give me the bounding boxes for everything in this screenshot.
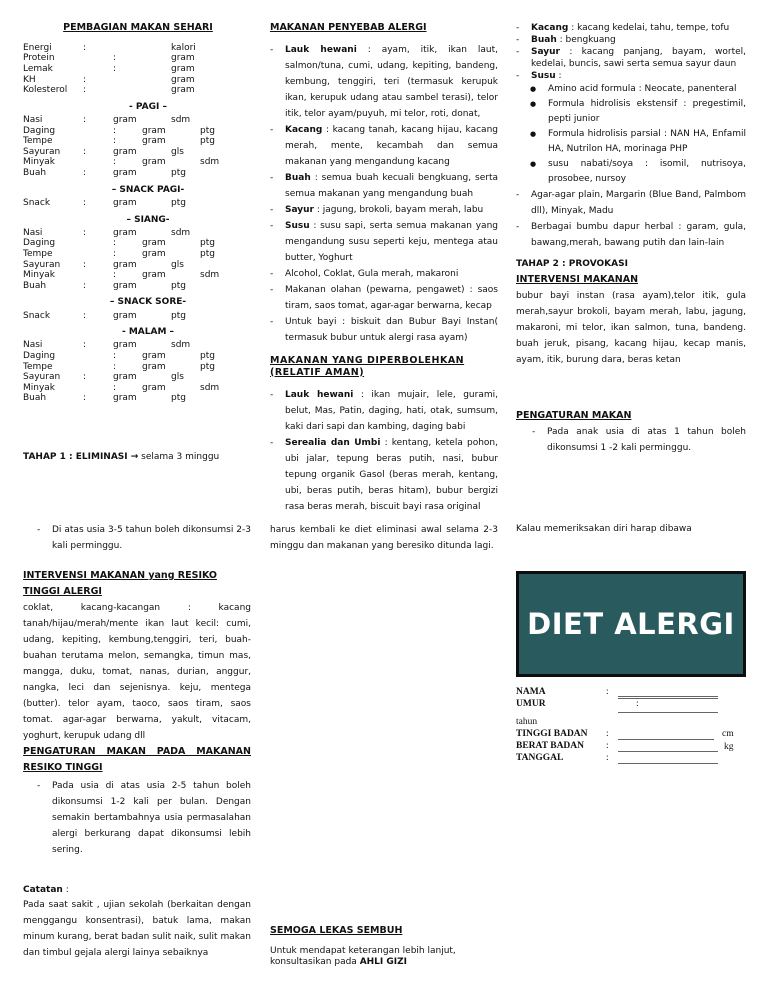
summary-unit: gram [171, 64, 195, 75]
list-item [270, 435, 498, 515]
summary-unit: gram [171, 85, 195, 96]
meal-colon: : [113, 270, 117, 281]
tahap2-title: TAHAP 2 : PROVOKASI [516, 259, 628, 269]
catatan-block [23, 885, 251, 961]
meal-row [23, 281, 253, 292]
list-item-text: Makanan olahan (pewarna, pengawet) : saos tiram, saos tomat, agar-agar berwarna, kecap [285, 284, 498, 311]
meal-colon: : [83, 393, 87, 404]
meal-unit: gls [171, 259, 184, 270]
susu-item: ● Formula hidrolisis ekstensif : pregestimil, pepti junior [530, 97, 746, 127]
page2-col2-text: harus kembali ke diet eliminasi awal selama 2-3 minggu dan makanan yang beresiko ditunda lagi. [270, 525, 498, 551]
meal-colon: : [113, 125, 117, 136]
meal-item-label: Sayuran [23, 259, 61, 270]
meal-amount: gram [113, 372, 137, 383]
list-item-text: : kacang kedelai, tahu, tempe, tofu [571, 23, 730, 33]
form-colon: : [606, 729, 609, 739]
section-title-pembagian: PEMBAGIAN MAKAN SEHARI [63, 22, 213, 33]
susu-item: ● Formula hidrolisis parsial : NAN HA, Enfamil HA, Nutrilon HA, morinaga PHP [530, 127, 746, 157]
meal-unit: sdm [200, 382, 220, 393]
meal-colon: : [83, 340, 87, 351]
summary-table [23, 43, 253, 96]
form-label-umur: UMUR [516, 699, 546, 709]
form-colon: : [606, 687, 609, 697]
meal-item-label: Tempe [23, 361, 53, 372]
list-item [516, 46, 746, 70]
form-label-berat: BERAT BADAN [516, 741, 585, 751]
tanggal-field-line[interactable] [618, 763, 718, 764]
meal-unit: sdm [171, 340, 191, 351]
column-1 [23, 22, 253, 404]
meal-colon: : [83, 146, 87, 157]
form-label-tinggi: TINGGI BADAN [516, 729, 588, 739]
meal-plan [23, 102, 253, 404]
meal-amount: gram [113, 340, 137, 351]
meal-row [23, 351, 253, 362]
section-title-penyebab: MAKANAN PENYEBAB ALERGI [270, 22, 427, 33]
list-item-term: Buah [531, 35, 557, 45]
summary-row [23, 53, 253, 64]
meal-unit: ptg [171, 393, 186, 404]
meal-item-label: Snack [23, 197, 51, 208]
meal-unit: ptg [171, 280, 186, 291]
meal-row [23, 115, 253, 126]
meal-item-label: Sayuran [23, 146, 61, 157]
meal-item-label: Daging [23, 351, 56, 361]
catatan-title: Catatan [23, 885, 63, 895]
meal-unit: sdm [171, 115, 191, 126]
konsultasi-line-1: Untuk mendapat keterangan lebih lanjut, [270, 945, 456, 956]
list-item-term: Serealia dan Umbi [285, 437, 381, 448]
tahap1-title: TAHAP 1 : ELIMINASI → [23, 452, 139, 462]
meal-item-label: Minyak [23, 382, 56, 393]
meal-row [23, 136, 253, 147]
meal-row [23, 383, 253, 394]
meal-item-label: Snack [23, 310, 51, 321]
meal-title: - PAGI – [129, 101, 167, 112]
konsultasi-text: konsultasikan pada [270, 957, 360, 968]
usia-list [23, 522, 251, 554]
meal-colon: : [83, 310, 87, 321]
meal-colon: : [83, 372, 87, 383]
summary-colon: : [83, 74, 87, 85]
meal-unit: ptg [200, 125, 215, 136]
list-item [516, 34, 746, 46]
meal-amount: gram [142, 125, 166, 136]
column-3 [516, 22, 746, 368]
list-item-term: Kacang [531, 23, 569, 33]
summary-unit: gram [171, 53, 195, 64]
catatan-colon: : [62, 885, 69, 895]
list-item [516, 70, 746, 82]
form-row-tanggal [516, 753, 746, 765]
meal-unit: ptg [200, 238, 215, 249]
meal-item-label: Nasi [23, 340, 43, 351]
meal-colon: : [113, 157, 117, 168]
list-item: - Pada usia di atas usia 2-5 tahun boleh dikonsumsi 1-2 kali per bulan. Dengan semakin bertambahnya usia permasalahan alergi berkurang dapat dikonsumsi lebih sering. [37, 778, 251, 858]
meal-title: – SNACK SORE- [109, 297, 187, 308]
summary-value [113, 75, 171, 86]
meal-amount: gram [113, 393, 137, 404]
list-item-term: Sayur [285, 204, 314, 215]
pengaturan-block [516, 410, 746, 456]
summary-row [23, 75, 253, 86]
meal-row [23, 372, 253, 383]
meal-unit: ptg [200, 136, 215, 147]
list-item-term: Susu [531, 71, 556, 81]
meal-item-label: Daging [23, 238, 56, 249]
meal-unit: sdm [200, 157, 220, 168]
section-title-pengaturan-resiko: PENGATURAN MAKAN PADA MAKANAN RESIKO TINGGI [23, 746, 251, 773]
meal-unit: gls [171, 372, 184, 383]
meal-item-label: Nasi [23, 227, 43, 238]
meal-amount: gram [113, 168, 137, 179]
meal-item-label: Daging [23, 125, 56, 136]
meal-colon: : [113, 248, 117, 259]
tahap1-duration: selama 3 minggu [138, 452, 220, 462]
closing-block [270, 925, 498, 968]
meal-row [23, 228, 253, 239]
list-item-term: Susu [285, 220, 310, 231]
meal-colon: : [113, 351, 117, 361]
meal-unit: ptg [171, 168, 186, 179]
allowed-list [270, 387, 498, 515]
meal-unit: ptg [171, 197, 186, 208]
meal-unit: gls [171, 146, 184, 157]
summary-value: : [113, 53, 117, 64]
meal-row [23, 147, 253, 158]
meal-item-label: Buah [23, 280, 47, 291]
list-item-text: : ayam, itik, ikan laut, salmon/tuna, cumi, udang, kepiting, bandeng, kembung, tenggiri, teri (termasuk kerupuk ikan, kerupuk udang atau sambel terasi), telor itik, telor ayam/puyuh, mi telor, roti, donat, [285, 44, 498, 119]
list-item [270, 266, 498, 282]
form-row-umur [516, 699, 746, 711]
summary-value [113, 43, 171, 54]
catatan-heading [23, 885, 251, 896]
page2-col3-text: Kalau memeriksakan diri harap dibawa [516, 524, 692, 534]
meal-amount: gram [142, 136, 166, 147]
susu-list [516, 82, 746, 187]
meal-row [23, 393, 253, 404]
summary-label: KH [23, 74, 36, 85]
summary-label: Energi [23, 42, 52, 53]
meal-row [23, 157, 253, 168]
meal-amount: gram [142, 382, 166, 393]
meal-amount: gram [142, 248, 166, 259]
meal-colon: : [113, 238, 117, 249]
allowed-list-extra [516, 187, 746, 251]
list-item: - Di atas usia 3-5 tahun boleh dikonsumsi 2-3 kali perminggu. [37, 522, 251, 554]
meal-row [23, 270, 253, 281]
meal-row [23, 198, 253, 209]
meal-item-label: Buah [23, 393, 47, 404]
list-item [270, 218, 498, 266]
tinggi-field-line[interactable] [618, 739, 714, 740]
meal-amount: gram [113, 115, 137, 126]
meal-colon: : [113, 136, 117, 147]
banner-title: DIET ALERGI [527, 607, 735, 641]
meal-amount: gram [113, 197, 137, 208]
summary-label: Lemak [23, 64, 53, 75]
form-colon: : [606, 741, 609, 751]
list-item-term: Sayur [531, 47, 560, 57]
meal-row [23, 126, 253, 137]
semoga-title: SEMOGA LEKAS SEMBUH [270, 925, 403, 936]
list-item: - Berbagai bumbu dapur herbal : garam, gula, bawang,merah, bawang putih dan lain-lain [516, 219, 746, 251]
patient-form [516, 687, 746, 765]
meal-row [23, 362, 253, 373]
meal-title: - MALAM – [121, 327, 175, 338]
meal-unit: ptg [171, 310, 186, 321]
page2-column-1 [23, 522, 251, 858]
list-item-text: : susu sapi, serta semua makanan yang mengandung susu seperti keju, mentega atau butter, Yoghurt [285, 220, 498, 263]
umur-field-line-2[interactable] [618, 712, 718, 713]
summary-colon [83, 64, 113, 75]
form-label-tanggal: TANGGAL [516, 753, 564, 763]
section-title-pengaturan: PENGATURAN MAKAN [516, 410, 632, 421]
diet-alergi-banner [516, 571, 746, 677]
list-item: - Agar-agar plain, Margarin (Blue Band, Palmbom dll), Minyak, Madu [516, 187, 746, 219]
susu-item: ● Amino acid formula : Neocate, panenteral [530, 82, 746, 97]
meal-item-label: Buah [23, 168, 47, 179]
section-title-intervensi: INTERVENSI MAKANAN [516, 274, 639, 286]
meal-item-label: Nasi [23, 115, 43, 126]
meal-amount: gram [142, 157, 166, 168]
allowed-list-continued [516, 22, 746, 82]
list-item-term: Kacang [285, 124, 323, 135]
summary-value [113, 85, 171, 96]
meal-amount: gram [142, 238, 166, 249]
list-item-text: Alcohol, Coklat, Gula merah, makaroni [285, 268, 459, 279]
list-item-text: : kacang panjang, bayam, wortel, kedelai, buncis, sawi serta semua sayur daun [531, 47, 746, 69]
allergen-list [270, 42, 498, 346]
meal-colon: : [83, 115, 87, 126]
section-title-diperbolehkan: MAKANAN YANG DIPERBOLEHKAN (RELATIF AMAN) [270, 354, 465, 378]
summary-unit: kalori [171, 42, 196, 53]
form-colon: : [636, 699, 639, 709]
unit-kg: kg [724, 742, 734, 752]
meal-unit: ptg [200, 351, 215, 361]
list-item [270, 282, 498, 314]
meal-colon: : [83, 280, 87, 291]
form-row-tahun [516, 717, 746, 729]
meal-unit: sdm [171, 227, 191, 238]
summary-colon: : [83, 42, 87, 53]
list-item: - Pada anak usia di atas 1 tahun boleh dikonsumsi 1 -2 kali perminggu. [532, 424, 746, 456]
intervensi-resiko-text: coklat, kacang-kacangan : kacang tanah/hijau/merah/mente ikan laut kecil: cumi, udang, kepiting, kembung,tenggiri, teri, buah-buahan terutama melon, semangka, timun mas, mangga, duku, tomat, nanas, durian, anggur, nangka, leci dan sejenisnya. keju, mentega (butter). telor ayam, taoco, saos tiram, saos tomat. agar-agar berwarna, yakult, vitacam, yoghurt, kerupuk udang dll [23, 603, 251, 741]
summary-row [23, 85, 253, 96]
meal-row [23, 168, 253, 179]
pengaturan-resiko-list [23, 778, 251, 858]
susu-item: ● susu nabati/soya : isomil, nutrisoya, prosobee, nursoy [530, 157, 746, 187]
list-item [270, 202, 498, 218]
list-item-text: : kacang tanah, kacang hijau, kacang merah, mente, kecambah dan semua makanan yang mengandung kacang [285, 124, 498, 167]
meal-unit: sdm [200, 270, 220, 281]
meal-colon: : [83, 227, 87, 238]
list-item-text: : jagung, brokoli, bayam merah, labu [316, 204, 484, 215]
meal-colon: : [83, 197, 87, 208]
meal-item-label: Tempe [23, 136, 53, 147]
form-row-tinggi [516, 729, 746, 741]
meal-item-label: Sayuran [23, 372, 61, 383]
section-title-intervensi-resiko: INTERVENSI MAKANAN yang RESIKO TINGGI ALERGI [23, 570, 217, 597]
form-colon: : [606, 753, 609, 763]
meal-amount: gram [113, 146, 137, 157]
meal-amount: gram [113, 227, 137, 238]
nama-field-line[interactable] [618, 696, 718, 697]
meal-colon: : [113, 361, 117, 372]
summary-colon: : [83, 85, 87, 96]
meal-unit: ptg [200, 361, 215, 372]
meal-row [23, 260, 253, 271]
meal-item-label: Minyak [23, 157, 56, 168]
summary-label: Protein [23, 53, 55, 64]
meal-colon: : [83, 259, 87, 270]
umur-field-line[interactable] [618, 698, 718, 699]
list-item-text: : semua buah kecuali bengkuang, serta semua makanan yang mengandung buah [285, 172, 498, 199]
list-item [270, 314, 498, 346]
meal-item-label: Tempe [23, 248, 53, 259]
meal-row [23, 311, 253, 322]
meal-row [23, 249, 253, 260]
list-item-text: : kentang, ketela pohon, ubi jalar, tepung beras putih, nasi, bubur tepung organik Gasol (beras merah, kentang, ubi, beras putih, beras hitam), bubur bergizi rasa beras merah, biscuit bayi rasa original [285, 437, 498, 512]
summary-colon [83, 53, 113, 64]
list-item-text: : [558, 71, 562, 81]
summary-label: Kolesterol [23, 85, 68, 96]
meal-amount: gram [142, 361, 166, 372]
list-item-text: : ikan mujair, lele, gurami, belut, Mas, Patin, daging, hati, otak, sumsum, kaki dari sapi dan kambing, daging babi [285, 389, 498, 432]
meal-amount: gram [142, 351, 166, 361]
meal-title: – SNACK PAGI- [111, 184, 185, 195]
summary-row [23, 64, 253, 75]
konsultasi-line-2 [270, 957, 498, 968]
summary-value: : [113, 64, 117, 75]
summary-unit: gram [171, 74, 195, 85]
list-item [270, 387, 498, 435]
list-item [270, 122, 498, 170]
meal-amount: gram [113, 310, 137, 321]
meal-title: – SIANG- [126, 214, 170, 225]
list-item-text: : bengkuang [559, 35, 616, 45]
meal-amount: gram [142, 270, 166, 281]
unit-cm: cm [722, 729, 734, 739]
banner-inner [519, 574, 743, 674]
meal-colon: : [83, 168, 87, 179]
meal-colon: : [113, 382, 117, 393]
tahap1-line [23, 452, 263, 463]
meal-item-label: Minyak [23, 270, 56, 281]
column-2 [270, 22, 498, 515]
meal-unit: ptg [200, 248, 215, 259]
list-item [516, 22, 746, 34]
meal-row [23, 340, 253, 351]
list-item [270, 42, 498, 122]
list-item [270, 170, 498, 202]
form-row-berat [516, 741, 746, 753]
list-item-term: Buah [285, 172, 311, 183]
meal-row [23, 238, 253, 249]
pengaturan-list [516, 424, 746, 456]
form-label-nama: NAMA [516, 687, 546, 697]
list-item-term: Lauk hewani [285, 44, 357, 55]
meal-amount: gram [113, 259, 137, 270]
catatan-text: Pada saat sakit , ujian sekolah (berkaitan dengan menggangu konsentrasi), batuk lama, makan minum kurang, berat badan sulit naik, sulit makan dan timbul gejala alergi lainya sebaiknya [23, 900, 251, 959]
list-item-term: Lauk hewani [285, 389, 354, 400]
ahli-gizi: AHLI GIZI [359, 957, 408, 968]
form-label-tahun: tahun [516, 717, 538, 727]
intervensi-text: bubur bayi instan (rasa ayam),telor itik, gula merah,sayur brokoli, bayam merah, labu, jagung, makaroni, mi telor, ikan salmon, tuna, bandeng. buah jeruk, pisang, kacang hijau, kecap manis, ayam, itik, burung dara, beras ketan [516, 291, 746, 366]
berat-field-line[interactable] [618, 751, 718, 752]
summary-row [23, 43, 253, 54]
list-item-text: Untuk bayi : biskuit dan Bubur Bayi Instan( termasuk bubur untuk alergi rasa ayam) [285, 316, 498, 343]
meal-amount: gram [113, 280, 137, 291]
